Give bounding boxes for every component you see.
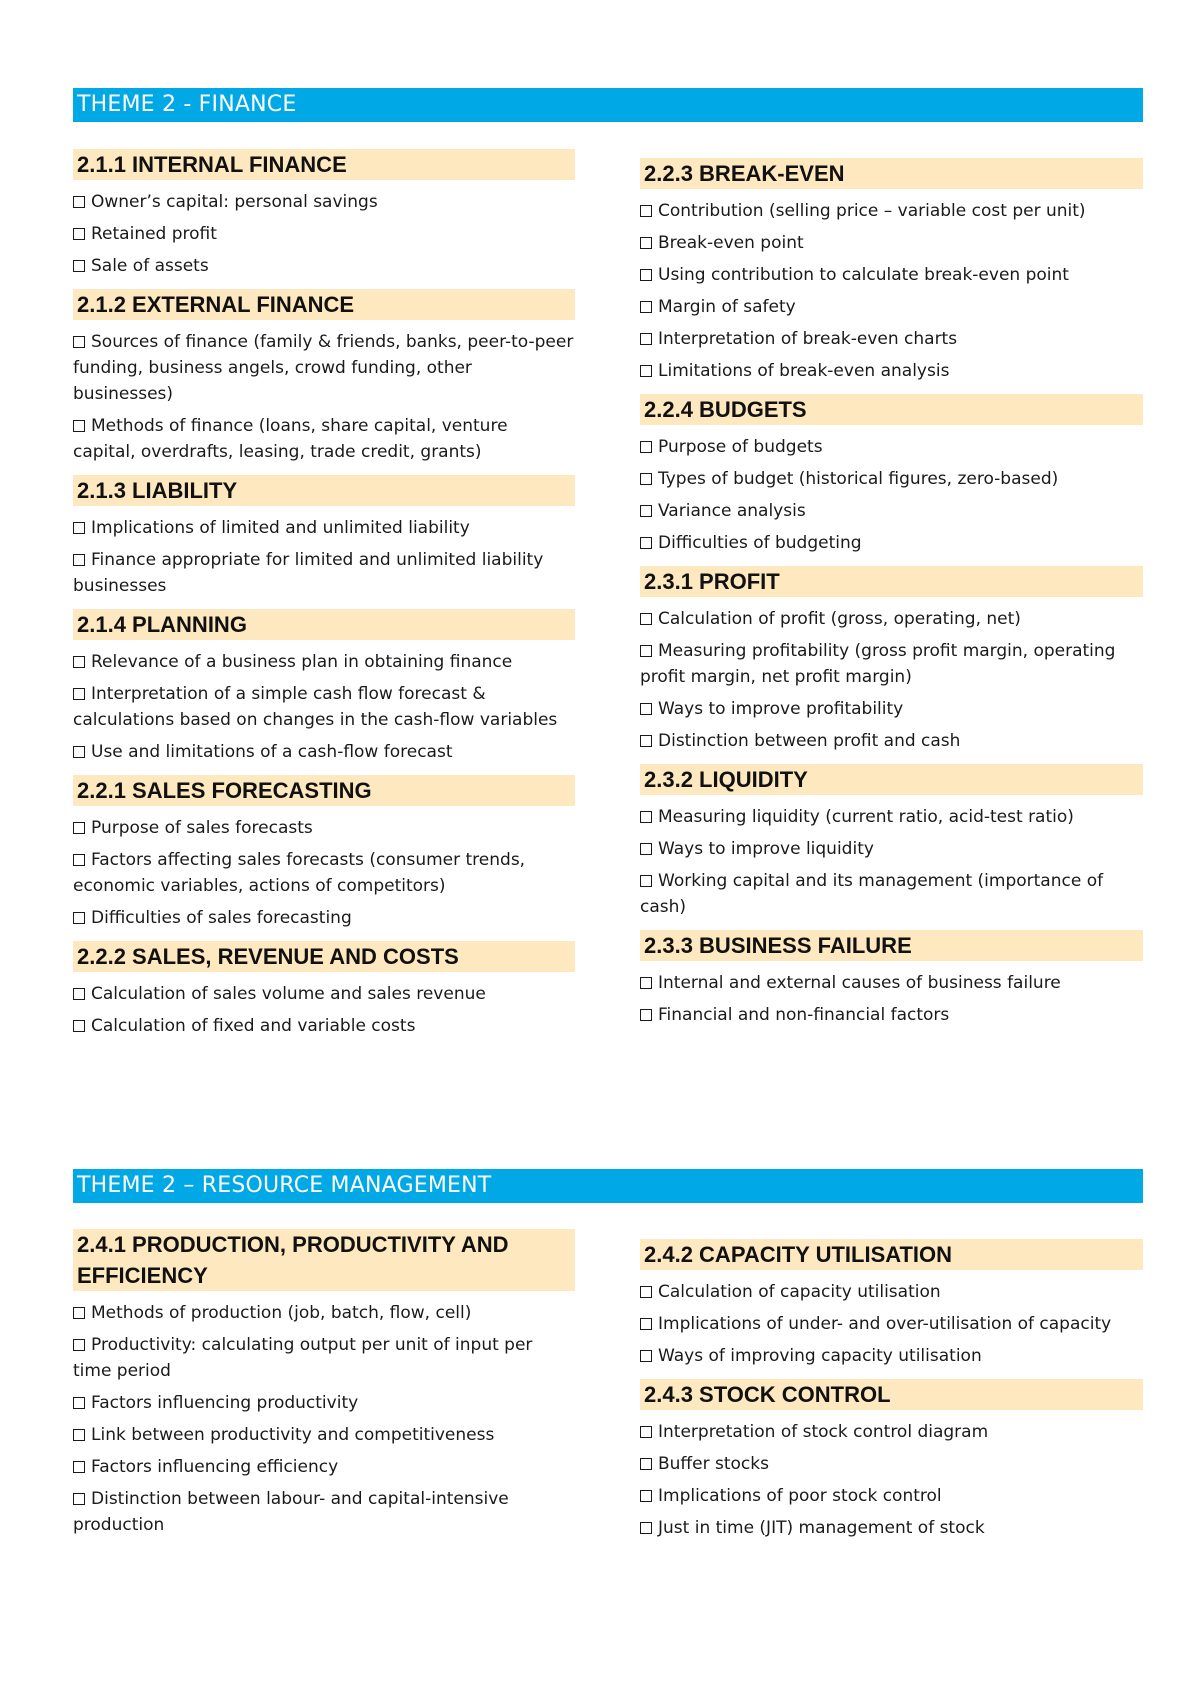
checklist-item-text: Factors affecting sales forecasts (consumer trends, economic variables, actions of competitors) <box>73 850 526 896</box>
checklist-item-text: Ways to improve liquidity <box>658 839 874 859</box>
checklist-item <box>73 1013 575 1039</box>
checklist <box>640 970 1143 1028</box>
topic-section <box>73 475 575 599</box>
topic-section <box>73 149 575 279</box>
checklist-item-text: Calculation of sales volume and sales revenue <box>91 984 486 1004</box>
checkbox-icon[interactable] <box>73 688 85 700</box>
checklist <box>73 189 575 279</box>
checklist <box>73 649 575 765</box>
checkbox-icon[interactable] <box>73 420 85 432</box>
checklist-item <box>640 1515 1143 1541</box>
checkbox-icon[interactable] <box>73 554 85 566</box>
checkbox-icon[interactable] <box>640 735 652 747</box>
checklist-item-text: Working capital and its management (importance of cash) <box>640 871 1104 917</box>
checklist <box>640 606 1143 754</box>
checklist-item <box>640 970 1143 996</box>
checklist-item-text: Sources of finance (family & friends, banks, peer-to-peer funding, business angels, crowd funding, other businesses) <box>73 332 574 404</box>
checklist-item-text: Implications of under- and over-utilisation of capacity <box>658 1314 1112 1334</box>
checklist-item-text: Sale of assets <box>91 256 209 276</box>
checkbox-icon[interactable] <box>73 196 85 208</box>
checkbox-icon[interactable] <box>640 505 652 517</box>
checkbox-icon[interactable] <box>73 854 85 866</box>
checklist-item <box>640 262 1143 288</box>
checklist <box>73 329 575 465</box>
checklist-item-text: Distinction between labour- and capital-intensive production <box>73 1489 509 1535</box>
checklist-item <box>640 294 1143 320</box>
checklist-item-text: Difficulties of sales forecasting <box>91 908 352 928</box>
checkbox-icon[interactable] <box>640 1286 652 1298</box>
checkbox-icon[interactable] <box>640 613 652 625</box>
section-heading: 2.1.2 EXTERNAL FINANCE <box>73 289 575 320</box>
topic-section <box>73 609 575 765</box>
section-heading: 2.2.1 SALES FORECASTING <box>73 775 575 806</box>
checkbox-icon[interactable] <box>73 1493 85 1505</box>
finance-right-column <box>640 158 1143 1038</box>
checklist-item-text: Interpretation of stock control diagram <box>658 1422 989 1442</box>
checklist-item <box>73 847 575 899</box>
topic-section <box>640 158 1143 384</box>
checklist-item-text: Methods of production (job, batch, flow, cell) <box>91 1303 472 1323</box>
checklist-item-text: Interpretation of a simple cash flow forecast & calculations based on changes in the cash-flow variables <box>73 684 558 730</box>
checklist-item-text: Measuring profitability (gross profit margin, operating profit margin, net profit margin) <box>640 641 1116 687</box>
checklist-item <box>73 681 575 733</box>
checklist-item-text: Using contribution to calculate break-even point <box>658 265 1069 285</box>
checkbox-icon[interactable] <box>73 1339 85 1351</box>
checkbox-icon[interactable] <box>73 746 85 758</box>
topic-section <box>640 1379 1143 1541</box>
checklist-item <box>640 1451 1143 1477</box>
checklist-item-text: Just in time (JIT) management of stock <box>658 1518 985 1538</box>
checklist-item <box>73 329 575 407</box>
checklist-item-text: Contribution (selling price – variable cost per unit) <box>658 201 1086 221</box>
checkbox-icon[interactable] <box>640 1318 652 1330</box>
section-heading: 2.3.1 PROFIT <box>640 566 1143 597</box>
topic-section <box>73 289 575 465</box>
section-heading: 2.4.2 CAPACITY UTILISATION <box>640 1239 1143 1270</box>
checklist-item <box>73 1454 575 1480</box>
checkbox-icon[interactable] <box>73 988 85 1000</box>
checklist-item-text: Break-even point <box>658 233 804 253</box>
checklist-item <box>73 1422 575 1448</box>
checklist-item <box>640 1002 1143 1028</box>
checkbox-icon[interactable] <box>640 537 652 549</box>
checkbox-icon[interactable] <box>73 260 85 272</box>
section-heading: 2.2.3 BREAK-EVEN <box>640 158 1143 189</box>
checkbox-icon[interactable] <box>73 1397 85 1409</box>
checklist-item <box>640 498 1143 524</box>
checklist-item-text: Relevance of a business plan in obtaining finance <box>91 652 513 672</box>
checklist-item <box>640 606 1143 632</box>
checklist-item-text: Purpose of budgets <box>658 437 823 457</box>
checklist-item <box>73 981 575 1007</box>
checklist-item-text: Use and limitations of a cash-flow forecast <box>91 742 453 762</box>
checklist-item <box>73 1300 575 1326</box>
checklist-item <box>640 466 1143 492</box>
checkbox-icon[interactable] <box>640 237 652 249</box>
checklist <box>640 434 1143 556</box>
checkbox-icon[interactable] <box>73 656 85 668</box>
checklist-item <box>640 358 1143 384</box>
checkbox-icon[interactable] <box>640 1009 652 1021</box>
checklist <box>73 515 575 599</box>
checkbox-icon[interactable] <box>640 843 652 855</box>
checklist-item <box>640 434 1143 460</box>
checklist <box>640 1419 1143 1541</box>
checklist-item-text: Buffer stocks <box>658 1454 769 1474</box>
checklist-item <box>640 1343 1143 1369</box>
checklist-item-text: Ways to improve profitability <box>658 699 904 719</box>
resource-right-column <box>640 1239 1143 1551</box>
checklist-item <box>73 413 575 465</box>
topic-section <box>640 930 1143 1028</box>
section-heading: 2.4.1 PRODUCTION, PRODUCTIVITY AND EFFICIENCY <box>73 1229 575 1291</box>
section-heading: 2.3.2 LIQUIDITY <box>640 764 1143 795</box>
section-heading: 2.2.4 BUDGETS <box>640 394 1143 425</box>
checkbox-icon[interactable] <box>640 1458 652 1470</box>
checkbox-icon[interactable] <box>73 912 85 924</box>
checkbox-icon[interactable] <box>640 645 652 657</box>
checklist-item-text: Limitations of break-even analysis <box>658 361 950 381</box>
checklist-item-text: Factors influencing efficiency <box>91 1457 339 1477</box>
checkbox-icon[interactable] <box>640 205 652 217</box>
finance-left-column <box>73 149 575 1049</box>
checklist-item <box>640 836 1143 862</box>
checklist-item-text: Measuring liquidity (current ratio, acid-test ratio) <box>658 807 1074 827</box>
checklist-item <box>73 515 575 541</box>
checklist-item <box>73 815 575 841</box>
checkbox-icon[interactable] <box>640 1350 652 1362</box>
checkbox-icon[interactable] <box>73 336 85 348</box>
checklist-item <box>640 530 1143 556</box>
checklist-item-text: Margin of safety <box>658 297 796 317</box>
checklist-item <box>73 905 575 931</box>
section-heading: 2.4.3 STOCK CONTROL <box>640 1379 1143 1410</box>
checkbox-icon[interactable] <box>73 822 85 834</box>
checkbox-icon[interactable] <box>640 1490 652 1502</box>
checklist-item <box>73 739 575 765</box>
checklist-item-text: Ways of improving capacity utilisation <box>658 1346 982 1366</box>
checklist-item-text: Finance appropriate for limited and unlimited liability businesses <box>73 550 544 596</box>
checklist-item <box>640 728 1143 754</box>
checkbox-icon[interactable] <box>73 1307 85 1319</box>
checklist <box>640 804 1143 920</box>
checklist-item <box>640 1279 1143 1305</box>
checklist-item <box>640 696 1143 722</box>
topic-section <box>640 1239 1143 1369</box>
checklist-item-text: Retained profit <box>91 224 217 244</box>
checklist-item <box>73 1390 575 1416</box>
section-heading: 2.1.4 PLANNING <box>73 609 575 640</box>
checkbox-icon[interactable] <box>640 977 652 989</box>
checklist <box>640 1279 1143 1369</box>
checkbox-icon[interactable] <box>640 875 652 887</box>
checklist-item-text: Calculation of capacity utilisation <box>658 1282 941 1302</box>
theme-finance-header: THEME 2 - FINANCE <box>73 88 1143 122</box>
topic-section <box>73 775 575 931</box>
checklist-item <box>640 1419 1143 1445</box>
resource-left-column <box>73 1229 575 1548</box>
checkbox-icon[interactable] <box>73 522 85 534</box>
checklist-item <box>73 649 575 675</box>
topic-section <box>73 941 575 1039</box>
checklist-item <box>640 868 1143 920</box>
checklist-item <box>640 230 1143 256</box>
checkbox-icon[interactable] <box>640 473 652 485</box>
checkbox-icon[interactable] <box>640 1426 652 1438</box>
checklist <box>73 815 575 931</box>
theme-resource-header: THEME 2 – RESOURCE MANAGEMENT <box>73 1169 1143 1203</box>
checklist-item-text: Calculation of fixed and variable costs <box>91 1016 416 1036</box>
checklist-item <box>640 326 1143 352</box>
checklist-item-text: Distinction between profit and cash <box>658 731 961 751</box>
checklist-item <box>640 638 1143 690</box>
checklist-item-text: Purpose of sales forecasts <box>91 818 313 838</box>
checklist-item-text: Difficulties of budgeting <box>658 533 862 553</box>
checkbox-icon[interactable] <box>640 333 652 345</box>
topic-section <box>73 1229 575 1538</box>
checklist-item-text: Productivity: calculating output per unit of input per time period <box>73 1335 533 1381</box>
checklist-item <box>73 547 575 599</box>
checklist-item <box>73 253 575 279</box>
checklist-item <box>73 1332 575 1384</box>
section-heading: 2.1.1 INTERNAL FINANCE <box>73 149 575 180</box>
checklist-item <box>640 1311 1143 1337</box>
checkbox-icon[interactable] <box>73 1429 85 1441</box>
checkbox-icon[interactable] <box>640 269 652 281</box>
checklist <box>73 981 575 1039</box>
checklist-item <box>640 804 1143 830</box>
checkbox-icon[interactable] <box>73 228 85 240</box>
checkbox-icon[interactable] <box>640 365 652 377</box>
checklist-item-text: Variance analysis <box>658 501 806 521</box>
checklist <box>73 1300 575 1538</box>
checklist-item <box>73 1486 575 1538</box>
checkbox-icon[interactable] <box>73 1461 85 1473</box>
section-heading: 2.3.3 BUSINESS FAILURE <box>640 930 1143 961</box>
checklist-item-text: Interpretation of break-even charts <box>658 329 958 349</box>
checkbox-icon[interactable] <box>73 1020 85 1032</box>
topic-section <box>640 394 1143 556</box>
checkbox-icon[interactable] <box>640 703 652 715</box>
checklist-item <box>640 1483 1143 1509</box>
checklist <box>640 198 1143 384</box>
checklist-item-text: Factors influencing productivity <box>91 1393 359 1413</box>
topic-section <box>640 566 1143 754</box>
checkbox-icon[interactable] <box>640 811 652 823</box>
checklist-item-text: Methods of finance (loans, share capital, venture capital, overdrafts, leasing, trade credit, grants) <box>73 416 508 462</box>
checkbox-icon[interactable] <box>640 301 652 313</box>
checklist-item-text: Implications of poor stock control <box>658 1486 942 1506</box>
checklist-item-text: Types of budget (historical figures, zero-based) <box>658 469 1059 489</box>
checklist-item-text: Link between productivity and competitiveness <box>91 1425 495 1445</box>
checklist-item-text: Internal and external causes of business failure <box>658 973 1061 993</box>
checklist-item-text: Financial and non-financial factors <box>658 1005 950 1025</box>
checkbox-icon[interactable] <box>640 1522 652 1534</box>
checklist-item <box>73 221 575 247</box>
checklist-item <box>73 189 575 215</box>
section-heading: 2.1.3 LIABILITY <box>73 475 575 506</box>
section-heading: 2.2.2 SALES, REVENUE AND COSTS <box>73 941 575 972</box>
checklist-item-text: Calculation of profit (gross, operating, net) <box>658 609 1021 629</box>
topic-section <box>640 764 1143 920</box>
checkbox-icon[interactable] <box>640 441 652 453</box>
checklist-item <box>640 198 1143 224</box>
checklist-item-text: Implications of limited and unlimited liability <box>91 518 470 538</box>
checklist-item-text: Owner’s capital: personal savings <box>91 192 378 212</box>
